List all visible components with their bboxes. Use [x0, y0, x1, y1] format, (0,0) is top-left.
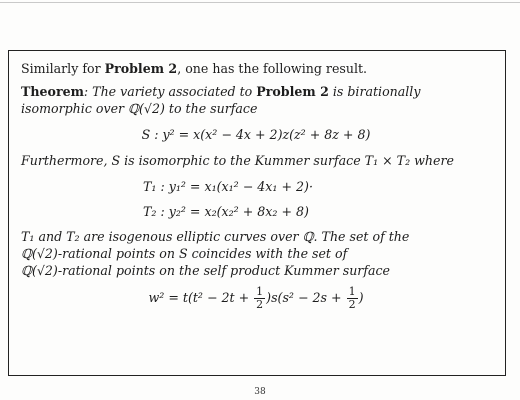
theorem-line-2: isomorphic over ℚ(√2) to the surface [21, 101, 258, 116]
problem-ref: Problem 2 [104, 61, 178, 76]
paragraph-line-2: ℚ(√2)-rational points on S coincides with the set of [21, 246, 348, 261]
fraction-one-half: $\frac{1}{2}$ [256, 285, 264, 311]
kummer-sentence: Furthermore, S is isomorphic to the Kummer surface T₁ × T₂ where [21, 153, 454, 168]
page-number: 38 [254, 387, 266, 397]
scan-edge-line [0, 2, 520, 3]
intro-sentence: Similarly for Problem 2, one has the following result. [21, 61, 368, 76]
theorem-line-1: Theorem: The variety associated to Problem 2 is birationally [21, 84, 421, 99]
paragraph-line-1: T₁ and T₂ are isogenous elliptic curves over ℚ. The set of the [21, 229, 410, 244]
problem-ref: Problem 2 [256, 84, 329, 99]
fraction-one-half: $\frac{1}{2}$ [348, 285, 356, 311]
theorem-label: Theorem [21, 84, 84, 99]
equation-w: w² = t(t² − 2t + $\frac{1}{2}$ )s(s² − 2s + $\frac{1}{2}$ ) [148, 285, 364, 311]
equation-surface-s: S : y² = x(x² − 4x + 2)z(z² + 8z + 8) [141, 127, 371, 142]
equation-t2: T₂ : y₂² = x₂(x₂² + 8x₂ + 8) [143, 204, 309, 219]
slide-content [21, 60, 491, 320]
paragraph-line-3: ℚ(√2)-rational points on the self product Kummer surface [21, 263, 391, 278]
equation-t1: T₁ : y₁² = x₁(x₁² − 4x₁ + 2)· [143, 179, 313, 194]
